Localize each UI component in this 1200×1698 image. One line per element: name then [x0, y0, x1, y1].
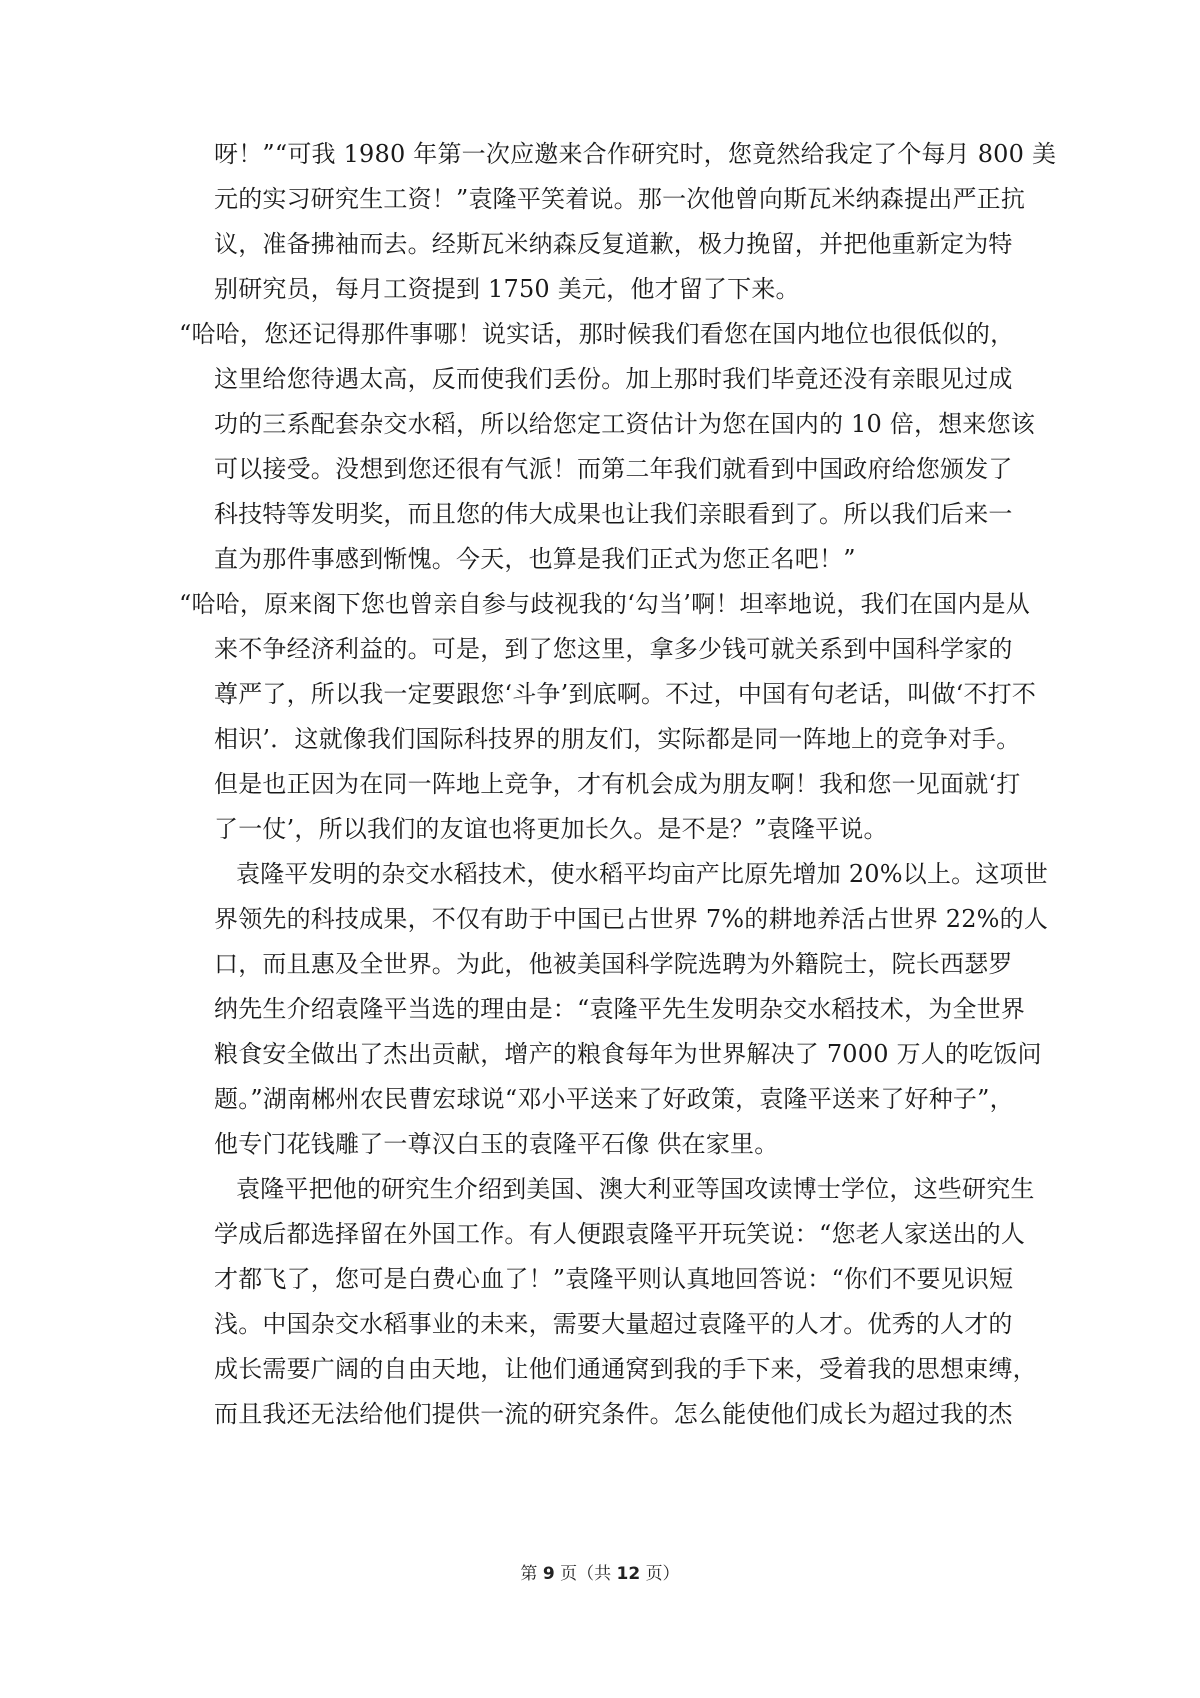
text-line: 相识’．这就像我们国际科技界的朋友们，实际都是同一阵地上的竞争对手。: [214, 725, 1021, 753]
page-footer: [0, 1562, 1200, 1586]
text-line: 袁隆平发明的杂交水稻技术，使水稻平均亩产比原先增加 20%以上。这项世: [236, 860, 1048, 888]
footer-prefix: 第: [520, 1564, 538, 1584]
text-line: 浅。中国杂交水稻事业的未来，需要大量超过袁隆平的人才。优秀的人才的: [214, 1310, 1013, 1338]
text-line: 学成后都选择留在外国工作。有人便跟袁隆平开玩笑说：“您老人家送出的人: [214, 1220, 1026, 1248]
text-line: “哈哈，原来阁下您也曾亲自参与歧视我的‘勾当’啊！坦率地说，我们在国内是从: [179, 590, 1030, 618]
text-line: 尊严了，所以我一定要跟您‘斗争’到底啊。不过，中国有句老话，叫做‘不打不: [214, 680, 1037, 708]
text-line: 可以接受。没想到您还很有气派！而第二年我们就看到中国政府给您颁发了: [214, 455, 1013, 483]
text-line: 了一仗’，所以我们的友谊也将更加长久。是不是？”袁隆平说。: [214, 815, 888, 843]
text-line: “哈哈，您还记得那件事哪！说实话，那时候我们看您在国内地位也很低似的，: [179, 320, 1015, 348]
text-line: 口，而且惠及全世界。为此，他被美国科学院选聘为外籍院士，院长西瑟罗: [214, 950, 1013, 978]
text-line: 但是也正因为在同一阵地上竞争，才有机会成为朋友啊！我和您一见面就‘打: [214, 770, 1021, 798]
text-line: 这里给您待遇太高，反而使我们丢份。加上那时我们毕竟还没有亲眼见过成: [214, 365, 1013, 393]
page-total: 12: [616, 1564, 641, 1584]
text-line: 界领先的科技成果，不仅有助于中国已占世界 7%的耕地养活占世界 22%的人: [214, 905, 1049, 933]
footer-middle: 页（共: [560, 1564, 612, 1584]
page-number: 9: [542, 1564, 555, 1584]
text-line: 才都飞了，您可是白费心血了！”袁隆平则认真地回答说：“你们不要见识短: [214, 1265, 1014, 1293]
text-line: 科技特等发明奖，而且您的伟大成果也让我们亲眼看到了。所以我们后来一: [214, 500, 1013, 528]
text-line: 直为那件事感到惭愧。今天，也算是我们正式为您正名吧！”: [214, 545, 856, 573]
text-line: 功的三系配套杂交水稻，所以给您定工资估计为您在国内的 10 倍，想来您该: [214, 410, 1035, 438]
text-line: 来不争经济利益的。可是，到了您这里，拿多少钱可就关系到中国科学家的: [214, 635, 1013, 663]
text-line: 呀！”“可我 1980 年第一次应邀来合作研究时，您竟然给我定了个每月 800 美: [214, 140, 1057, 168]
text-line: 粮食安全做出了杰出贡献，增产的粮食每年为世界解决了 7000 万人的吃饭问: [214, 1040, 1042, 1068]
text-line: 而且我还无法给他们提供一流的研究条件。怎么能使他们成长为超过我的杰: [214, 1400, 1013, 1428]
text-line: 别研究员，每月工资提到 1750 美元，他才留了下来。: [214, 275, 800, 303]
text-line: 元的实习研究生工资！”袁隆平笑着说。那一次他曾向斯瓦米纳森提出严正抗: [214, 185, 1026, 213]
text-line: 纳先生介绍袁隆平当选的理由是：“袁隆平先生发明杂交水稻技术，为全世界: [214, 995, 1026, 1023]
text-line: 他专门花钱雕了一尊汉白玉的袁隆平石像 供在家里。: [214, 1130, 779, 1158]
text-line: 议，准备拂袖而去。经斯瓦米纳森反复道歉，极力挽留，并把他重新定为特: [214, 230, 1013, 258]
footer-suffix: 页）: [645, 1564, 680, 1584]
text-line: 题。”湖南郴州农民曹宏球说“邓小平送来了好政策，袁隆平送来了好种子”，: [214, 1085, 1014, 1113]
text-line: 成长需要广阔的自由天地，让他们通通窝到我的手下来，受着我的思想束缚，: [214, 1355, 1037, 1383]
text-line: 袁隆平把他的研究生介绍到美国、澳大利亚等国攻读博士学位，这些研究生: [236, 1175, 1035, 1203]
